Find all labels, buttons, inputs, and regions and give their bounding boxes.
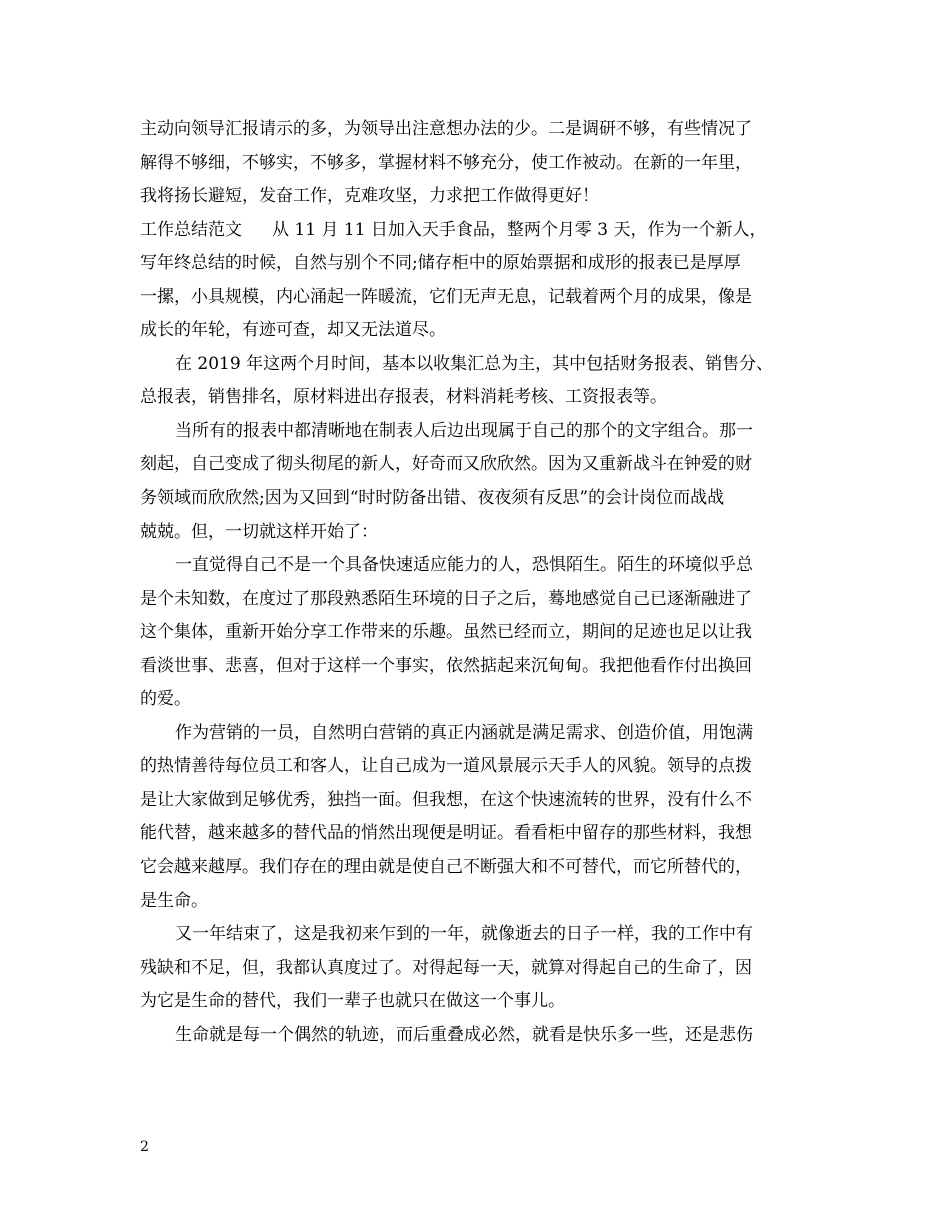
text-line — [140, 215, 820, 245]
line-text: 当所有的报表中都清晰地在制表人后边出现属于自己的那个的文字组合。那一 — [175, 420, 753, 441]
page-number: 2 — [140, 1139, 149, 1155]
line-text: 在 2019 年这两个月时间，基本以收集汇总为主，其中包括财务报表、销售分、 — [175, 353, 774, 374]
line-text: 是个未知数，在度过了那段熟悉陌生环境的日子之后，蓦地感觉自己已逐渐融进了 — [140, 588, 752, 609]
text-line — [140, 818, 820, 848]
text-line — [140, 248, 820, 278]
line-text: 从 11 月 11 日加入天手食品，整两个月零 3 天，作为一个新人， — [272, 219, 767, 240]
line-text: 写年终总结的时候，自然与别个不同;储存柜中的原始票据和成形的报表已是厚厚 — [140, 253, 741, 274]
text-line — [140, 684, 820, 714]
line-text: 这个集体，重新开始分享工作带来的乐趣。虽然已经而立，期间的足迹也足以让我 — [140, 622, 752, 643]
text-line — [140, 349, 820, 379]
line-text: 为它是生命的替代，我们一辈子也就只在做这一个事儿。 — [140, 991, 565, 1012]
text-line — [140, 181, 820, 211]
text-line — [140, 282, 820, 312]
line-text: 残缺和不足，但，我都认真度过了。对得起每一天，就算对得起自己的生命了，因 — [140, 957, 752, 978]
line-text: 是生命。 — [140, 890, 208, 911]
text-line — [140, 517, 820, 547]
line-text: 它会越来越厚。我们存在的理由就是使自己不断强大和不可替代，而它所替代的， — [140, 857, 752, 878]
document-body — [140, 114, 820, 1053]
line-text: 又一年结束了，这是我初来乍到的一年，就像逝去的日子一样，我的工作中有 — [175, 924, 753, 945]
text-line — [140, 919, 820, 949]
line-text: 主动向领导汇报请示的多，为领导出注意想办法的少。二是调研不够，有些情况了 — [140, 119, 752, 139]
line-text: 刻起，自己变成了彻头彻尾的新人，好奇而又欣欣然。因为又重新战斗在钟爱的财 — [140, 454, 752, 475]
text-line — [140, 382, 820, 412]
line-text: 一摞，小具规模，内心涌起一阵暖流，它们无声无息，记载着两个月的成果，像是 — [140, 286, 752, 307]
text-line — [140, 315, 820, 345]
line-text: 是让大家做到足够优秀，独挡一面。但我想，在这个快速流转的世界，没有什么不 — [140, 789, 752, 810]
text-line — [140, 785, 820, 815]
text-line — [140, 416, 820, 446]
line-text: 生命就是每一个偶然的轨迹，而后重叠成必然，就看是快乐多一些，还是悲伤 — [175, 1024, 753, 1045]
text-line — [140, 449, 820, 479]
line-text: 作为营销的一员，自然明白营销的真正内涵就是满足需求、创造价值，用饱满 — [175, 722, 753, 743]
line-text: 务领域而欣欣然;因为又回到“时时防备出错、夜夜须有反思”的会计岗位而战战 — [140, 488, 725, 509]
text-line — [140, 1020, 820, 1050]
line-text: 兢兢。但，一切就这样开始了： — [140, 521, 378, 542]
text-line — [140, 953, 820, 983]
line-text: 看淡世事、悲喜，但对于这样一个事实，依然掂起来沉甸甸。我把他看作付出换回 — [140, 655, 752, 676]
text-line — [140, 651, 820, 681]
line-text: 总报表，销售排名，原材料进出存报表，材料消耗考核、工资报表等。 — [140, 387, 667, 408]
text-line — [140, 852, 820, 882]
text-line — [140, 483, 820, 513]
text-line — [140, 550, 820, 580]
text-line — [140, 584, 820, 614]
line-text: 一直觉得自己不是一个具备快速适应能力的人，恐惧陌生。陌生的环境似乎总 — [175, 555, 753, 576]
text-line — [140, 148, 820, 178]
line-text: 的热情善待每位员工和客人，让自己成为一道风景展示天手人的风貌。领导的点拨 — [140, 756, 752, 777]
line-text: 我将扬长避短，发奋工作，克难攻坚，力求把工作做得更好！ — [140, 186, 599, 207]
text-line — [140, 617, 820, 647]
line-text: 的爱。 — [140, 689, 191, 710]
text-line — [140, 751, 820, 781]
section-title: 工作总结范文 — [140, 219, 242, 240]
line-text: 成长的年轮，有迹可查，却又无法道尽。 — [140, 320, 446, 341]
text-line — [140, 114, 820, 144]
line-text: 能代替，越来越多的替代品的悄然出现便是明证。看看柜中留存的那些材料，我想 — [140, 823, 752, 844]
text-line — [140, 886, 820, 916]
line-text: 解得不够细，不够实，不够多，掌握材料不够充分，使工作被动。在新的一年里， — [140, 152, 752, 173]
text-line — [140, 718, 820, 748]
text-line — [140, 986, 820, 1016]
